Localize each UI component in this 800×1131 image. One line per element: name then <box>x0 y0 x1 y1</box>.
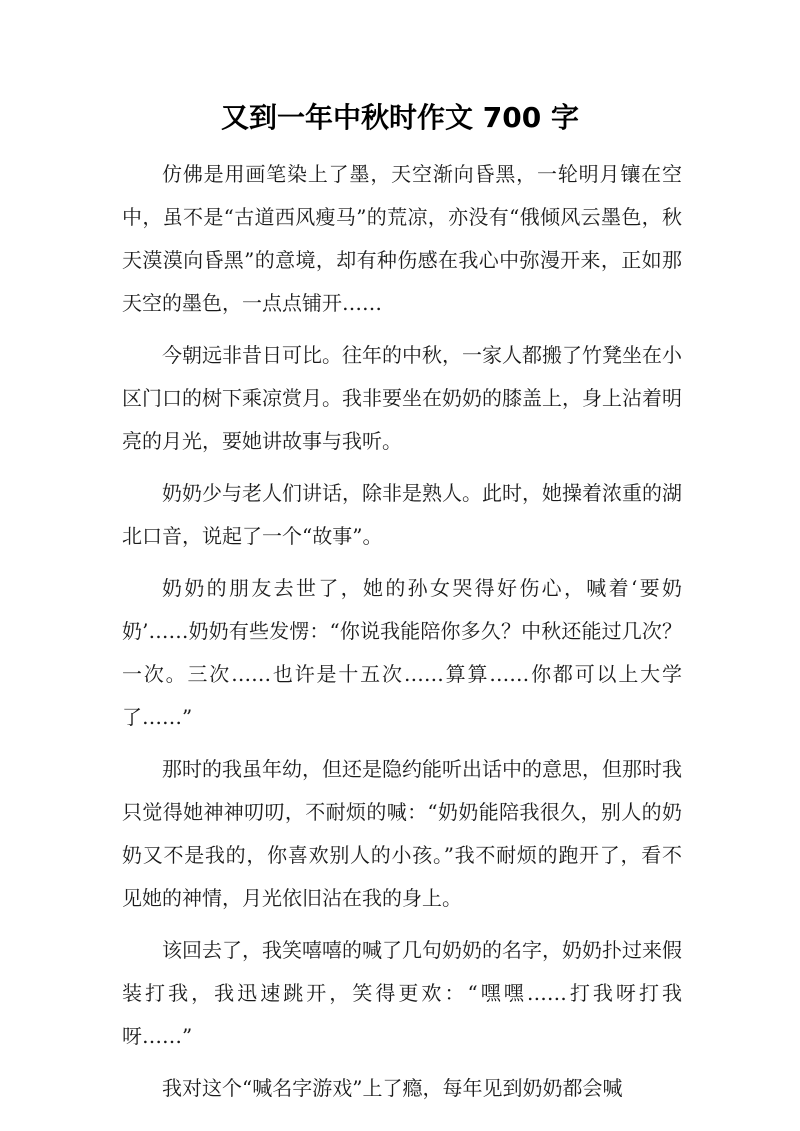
document-body <box>122 153 682 1110</box>
paragraph-2: 今朝远非昔日可比。往年的中秋，一家人都搬了竹凳坐在小区门口的树下乘凉赏月。我非要坐在奶奶的膝盖上，身上沾着明亮的月光，要她讲故事与我听。 <box>122 343 682 453</box>
paragraph-4: 奶奶的朋友去世了，她的孙女哭得好伤心，喊着‘要奶奶’……奶奶有些发愣：“你说我能陪你多久？中秋还能过几次？一次。三次……也许是十五次……算算……你都可以上大学了……” <box>122 576 682 729</box>
paragraph-6: 该回去了，我笑嘻嘻的喊了几句奶奶的名字，奶奶扑过来假装打我，我迅速跳开，笑得更欢：“嘿嘿……打我呀打我呀……” <box>122 938 682 1048</box>
paragraph-3: 奶奶少与老人们讲话，除非是熟人。此时，她操着浓重的湖北口音，说起了一个“故事”。 <box>122 481 682 548</box>
paragraph-7: 我对这个“喊名字游戏”上了瘾，每年见到奶奶都会喊 <box>162 1076 623 1100</box>
paragraph-5: 那时的我虽年幼，但还是隐约能听出话中的意思，但那时我只觉得她神神叨叨，不耐烦的喊：“奶奶能陪我很久，别人的奶奶又不是我的，你喜欢别人的小孩。”我不耐烦的跑开了，看不见她的神情，月光依旧沾在我的身上。 <box>122 757 682 910</box>
paragraph-1: 仿佛是用画笔染上了墨，天空渐向昏黑，一轮明月镶在空中，虽不是“古道西风瘦马”的荒凉，亦没有“俄倾风云墨色，秋天漠漠向昏黑”的意境，却有种伤感在我心中弥漫开来，正如那天空的墨色，一点点铺开…… <box>122 162 682 315</box>
document-title: 又到一年中秋时作文 700 字 <box>221 101 579 134</box>
